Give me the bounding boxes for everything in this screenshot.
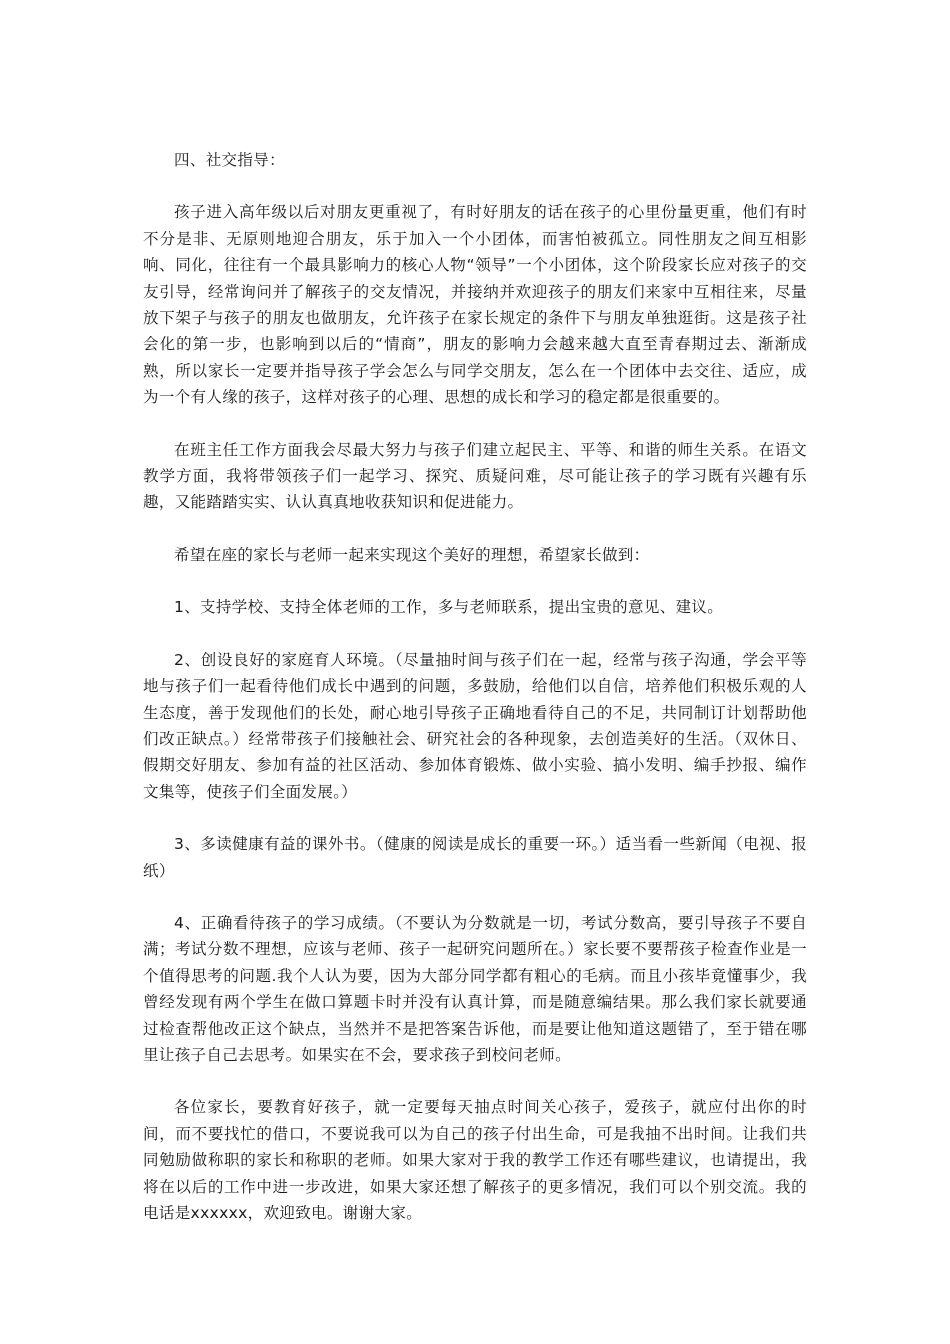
section-heading: 四、社交指导：: [174, 151, 285, 169]
list-item-4: 4、正确看待孩子的学习成绩。（不要认为分数就是一切，考试分数高，要引导孩子不要自满；考试分数不理想，应该与老师、孩子一起研究问题所在。）家长要不要帮孩子检查作业是一个值得思考的问题.我个人认为要，因为大部分同学都有粗心的毛病。而且小孩毕竟懂事少，我曾经发现有两个学生在做口算题卡时并没有认真计算，而是随意编结果。那么我们家长就要通过检查帮他改正这个缺点，当然并不是把答案告诉他，而是要让他知道这题错了，至于错在哪里让孩子自己去思考。如果实在不会，要求孩子到校问老师。: [143, 913, 807, 1064]
list-item-1: 1、支持学校、支持全体老师的工作，多与老师联系，提出宝贵的意见、建议。: [174, 598, 724, 617]
paragraph-closing: 各位家长，要教育好孩子，就一定要每天抽点时间关心孩子，爱孩子，就应付出你的时间，而不要找忙的借口，不要说我可以为自己的孩子付出生命，可是我抽不出时间。让我们共同勉励做称职的家长和称职的老师。如果大家对于我的教学工作还有哪些建议，也请提出，我将在以后的工作中进一步改进，如果大家还想了解孩子的更多情况，我们可以个别交流。我的电话是xxxxxx，欢迎致电。谢谢大家。: [143, 1098, 807, 1222]
list-item-2: 2、创设良好的家庭育人环境。（尽量抽时间与孩子们在一起，经常与孩子沟通，学会平等地与孩子们一起看待他们成长中遇到的问题，多鼓励，给他们以自信，培养他们积极乐观的人生态度，善于发现他们的长处，耐心地引导孩子正确地看待自己的不足，共同制订计划帮助他们改正缺点。）经常带孩子们接触社会、研究社会的各种现象，去创造美好的生活。（双休日、假期交好朋友、参加有益的社区活动、参加体育锻炼、做小实验、搞小发明、编手抄报、编作文集等，使孩子们全面发展。）: [143, 650, 807, 801]
document-body: [143, 147, 807, 1252]
paragraph-class-teacher-work: 在班主任工作方面我会尽最大努力与孩子们建立起民主、平等、和谐的师生关系。在语文教学方面，我将带领孩子们一起学习、探究、质疑问难，尽可能让孩子的学习既有兴趣有乐趣，又能踏踏实实、认认真真地收获知识和促进能力。: [143, 440, 807, 512]
paragraph-hope-intro: 希望在座的家长与老师一起来实现这个美好的理想，希望家长做到：: [174, 545, 650, 564]
paragraph-social-guidance: 孩子进入高年级以后对朋友更重视了，有时好朋友的话在孩子的心里份量更重，他们有时不分是非、无原则地迎合朋友，乐于加入一个小团体，而害怕被孤立。同性朋友之间互相影响、同化，往往有一个最具影响力的核心人物“领导”一个小团体，这个阶段家长应对孩子的交友引导，经常询问并了解孩子的交友情况，并接纳并欢迎孩子的朋友们来家中互相往来，尽量放下架子与孩子的朋友也做朋友，允许孩子在家长规定的条件下与朋友单独逛街。这是孩子社会化的第一步，也影响到以后的“情商”，朋友的影响力会越来越大直至青春期过去、渐渐成熟，所以家长一定要并指导孩子学会怎么与同学交朋友，怎么在一个团体中去交往、适应，成为一个有人缘的孩子，这样对孩子的心理、思想的成长和学习的稳定都是很重要的。: [143, 203, 807, 407]
list-item-3: 3、多读健康有益的课外书。（健康的阅读是成长的重要一环。）适当看一些新闻（电视、报纸）: [143, 835, 807, 880]
